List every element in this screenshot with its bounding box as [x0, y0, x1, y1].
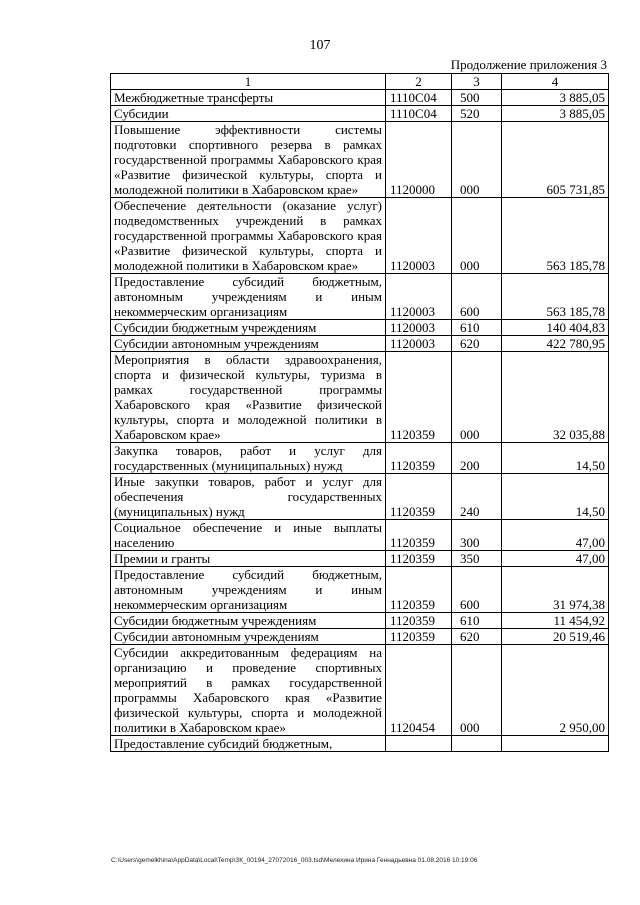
- row-name: Премии и гранты: [111, 551, 386, 567]
- page-number: 107: [309, 38, 331, 53]
- row-amount: 422 780,95: [502, 336, 609, 352]
- table-row: [111, 520, 609, 551]
- row-amount: 31 974,38: [502, 567, 609, 613]
- table-row: [111, 613, 609, 629]
- row-type: 520: [452, 106, 502, 122]
- row-name: Мероприятия в области здравоохранения, спорта и физической культуры, туризма в рамках государственной программы Хабаровского края «Развитие физической культуры, спорта и молодежной политики в Хабаровском крае»: [111, 352, 386, 443]
- row-type: 000: [452, 198, 502, 274]
- row-name: Субсидии бюджетным учреждениям: [111, 613, 386, 629]
- row-type: 600: [452, 274, 502, 320]
- row-code: 1120359: [386, 443, 452, 474]
- row-code: 1120359: [386, 629, 452, 645]
- row-amount: 140 404,83: [502, 320, 609, 336]
- row-name: Закупка товаров, работ и услуг для государственных (муниципальных) нужд: [111, 443, 386, 474]
- row-type: 610: [452, 613, 502, 629]
- row-name: Предоставление субсидий бюджетным, автономным учреждениям и иным некоммерческим организациям: [111, 567, 386, 613]
- row-type: 600: [452, 567, 502, 613]
- row-name: Повышение эффективности системы подготовки спортивного резерва в рамках государственной программы Хабаровского края «Развитие физической культуры, спорта и молодежной политики в Хабаровском крае»: [111, 122, 386, 198]
- table-row: [111, 629, 609, 645]
- row-code: 1120359: [386, 520, 452, 551]
- row-code: 1110С04: [386, 90, 452, 106]
- row-type: 300: [452, 520, 502, 551]
- table-row: [111, 736, 609, 752]
- row-code: 1120003: [386, 198, 452, 274]
- row-code: 1120454: [386, 645, 452, 736]
- row-type: 000: [452, 122, 502, 198]
- header-col-2: 2: [386, 74, 452, 90]
- row-amount: 2 950,00: [502, 645, 609, 736]
- row-type: 610: [452, 320, 502, 336]
- row-type: 500: [452, 90, 502, 106]
- table-row: [111, 567, 609, 613]
- table-row: [111, 274, 609, 320]
- table-header-row: [111, 74, 609, 90]
- row-amount: 32 035,88: [502, 352, 609, 443]
- row-name: Субсидии бюджетным учреждениям: [111, 320, 386, 336]
- row-code: 1120359: [386, 567, 452, 613]
- row-name: Межбюджетные трансферты: [111, 90, 386, 106]
- header-col-3: 3: [452, 74, 502, 90]
- budget-table: [110, 73, 609, 752]
- row-type: [452, 736, 502, 752]
- row-amount: 563 185,78: [502, 198, 609, 274]
- row-code: 1120003: [386, 320, 452, 336]
- row-code: [386, 736, 452, 752]
- row-type: 000: [452, 645, 502, 736]
- row-type: 200: [452, 443, 502, 474]
- row-code: 1120359: [386, 352, 452, 443]
- table-row: [111, 198, 609, 274]
- row-type: 350: [452, 551, 502, 567]
- row-name: Субсидии: [111, 106, 386, 122]
- row-name: Субсидии автономным учреждениям: [111, 629, 386, 645]
- table-row: [111, 90, 609, 106]
- row-code: 1120359: [386, 551, 452, 567]
- row-code: 1120000: [386, 122, 452, 198]
- table-row: [111, 645, 609, 736]
- continuation-label: Продолжение приложения 3: [450, 57, 607, 72]
- row-amount: 14,50: [502, 474, 609, 520]
- row-amount: 47,00: [502, 551, 609, 567]
- row-code: 1120003: [386, 336, 452, 352]
- row-name: Иные закупки товаров, работ и услуг для обеспечения государственных (муниципальных) нужд: [111, 474, 386, 520]
- footer-file-path: C:\Users\gemelkhina\AppData\Local\Temp\ЗК_00194_27072016_003.tsd\Мелехина Ирина Геннадьевна 01.08.2016 10:19:06: [111, 857, 478, 864]
- table-row: [111, 443, 609, 474]
- row-type: 000: [452, 352, 502, 443]
- row-amount: 3 885,05: [502, 90, 609, 106]
- row-code: 1120359: [386, 613, 452, 629]
- row-name: Социальное обеспечение и иные выплаты населению: [111, 520, 386, 551]
- table-row: [111, 320, 609, 336]
- row-type: 620: [452, 336, 502, 352]
- table-row: [111, 122, 609, 198]
- row-name: Обеспечение деятельности (оказание услуг) подведомственных учреждений в рамках государственной программы Хабаровского края «Развитие физической культуры, спорта и молодежной политики в Хабаровском крае»: [111, 198, 386, 274]
- row-amount: 563 185,78: [502, 274, 609, 320]
- row-amount: 20 519,46: [502, 629, 609, 645]
- row-amount: 47,00: [502, 520, 609, 551]
- row-amount: 11 454,92: [502, 613, 609, 629]
- row-code: 1120003: [386, 274, 452, 320]
- row-amount: [502, 736, 609, 752]
- row-code: 1120359: [386, 474, 452, 520]
- row-amount: 605 731,85: [502, 122, 609, 198]
- row-type: 240: [452, 474, 502, 520]
- row-name: Субсидии автономным учреждениям: [111, 336, 386, 352]
- table-row: [111, 106, 609, 122]
- header-col-4: 4: [502, 74, 609, 90]
- row-code: 1110С04: [386, 106, 452, 122]
- table-row: [111, 474, 609, 520]
- row-name: Предоставление субсидий бюджетным, автономным учреждениям и иным некоммерческим организациям: [111, 274, 386, 320]
- table-row: [111, 352, 609, 443]
- table-row: [111, 336, 609, 352]
- header-col-1: 1: [111, 74, 386, 90]
- row-amount: 3 885,05: [502, 106, 609, 122]
- row-amount: 14,50: [502, 443, 609, 474]
- row-name: Субсидии аккредитованным федерациям на организацию и проведение спортивных мероприятий в рамках государственной программы Хабаровского края «Развитие физической культуры, спорта и молодежной политики в Хабаровском крае»: [111, 645, 386, 736]
- row-type: 620: [452, 629, 502, 645]
- row-name: Предоставление субсидий бюджетным,: [111, 736, 386, 752]
- table-row: [111, 551, 609, 567]
